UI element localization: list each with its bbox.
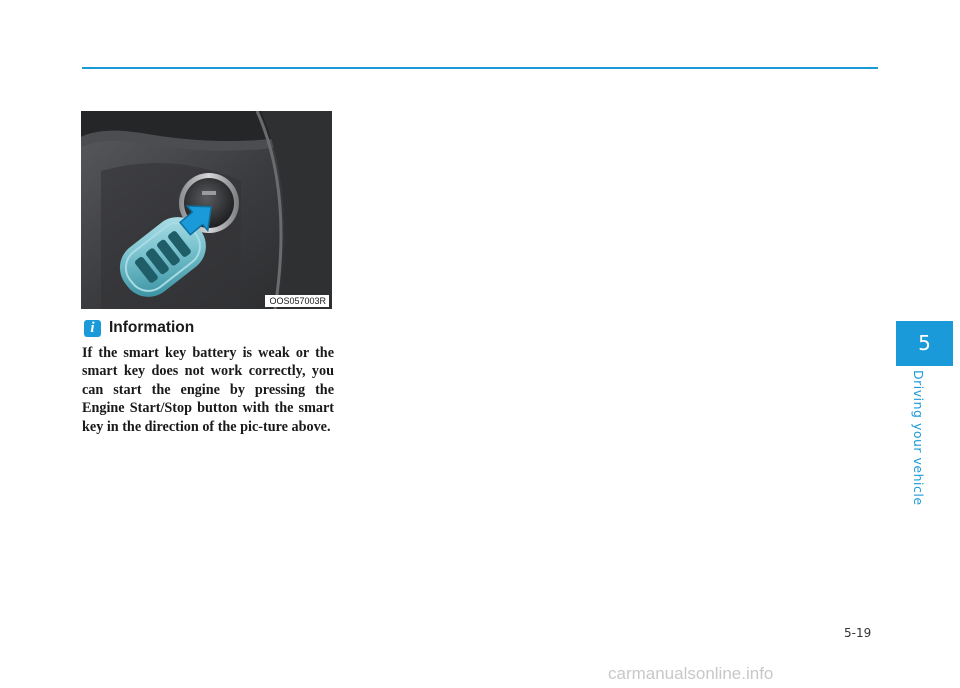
information-title: Information [109,319,195,336]
information-body: If the smart key battery is weak or the smart key does not work correctly, you can start the engine by pressing the Engine Start/Stop button with the smart key in the direction of the pic-ture above. [82,345,334,435]
figure-code: OOS057003R [265,295,329,307]
chapter-number-tab[interactable]: 5 [896,321,953,366]
smart-key-start-figure [81,111,332,309]
chapter-title: Driving your vehicle [911,370,926,506]
watermark: carmanualsonline.info [608,664,774,683]
info-icon: i [84,320,101,337]
page-number: 5-19 [844,626,872,640]
header-rule [82,67,878,69]
information-heading [84,318,194,338]
smart-key-illustration [81,111,332,309]
